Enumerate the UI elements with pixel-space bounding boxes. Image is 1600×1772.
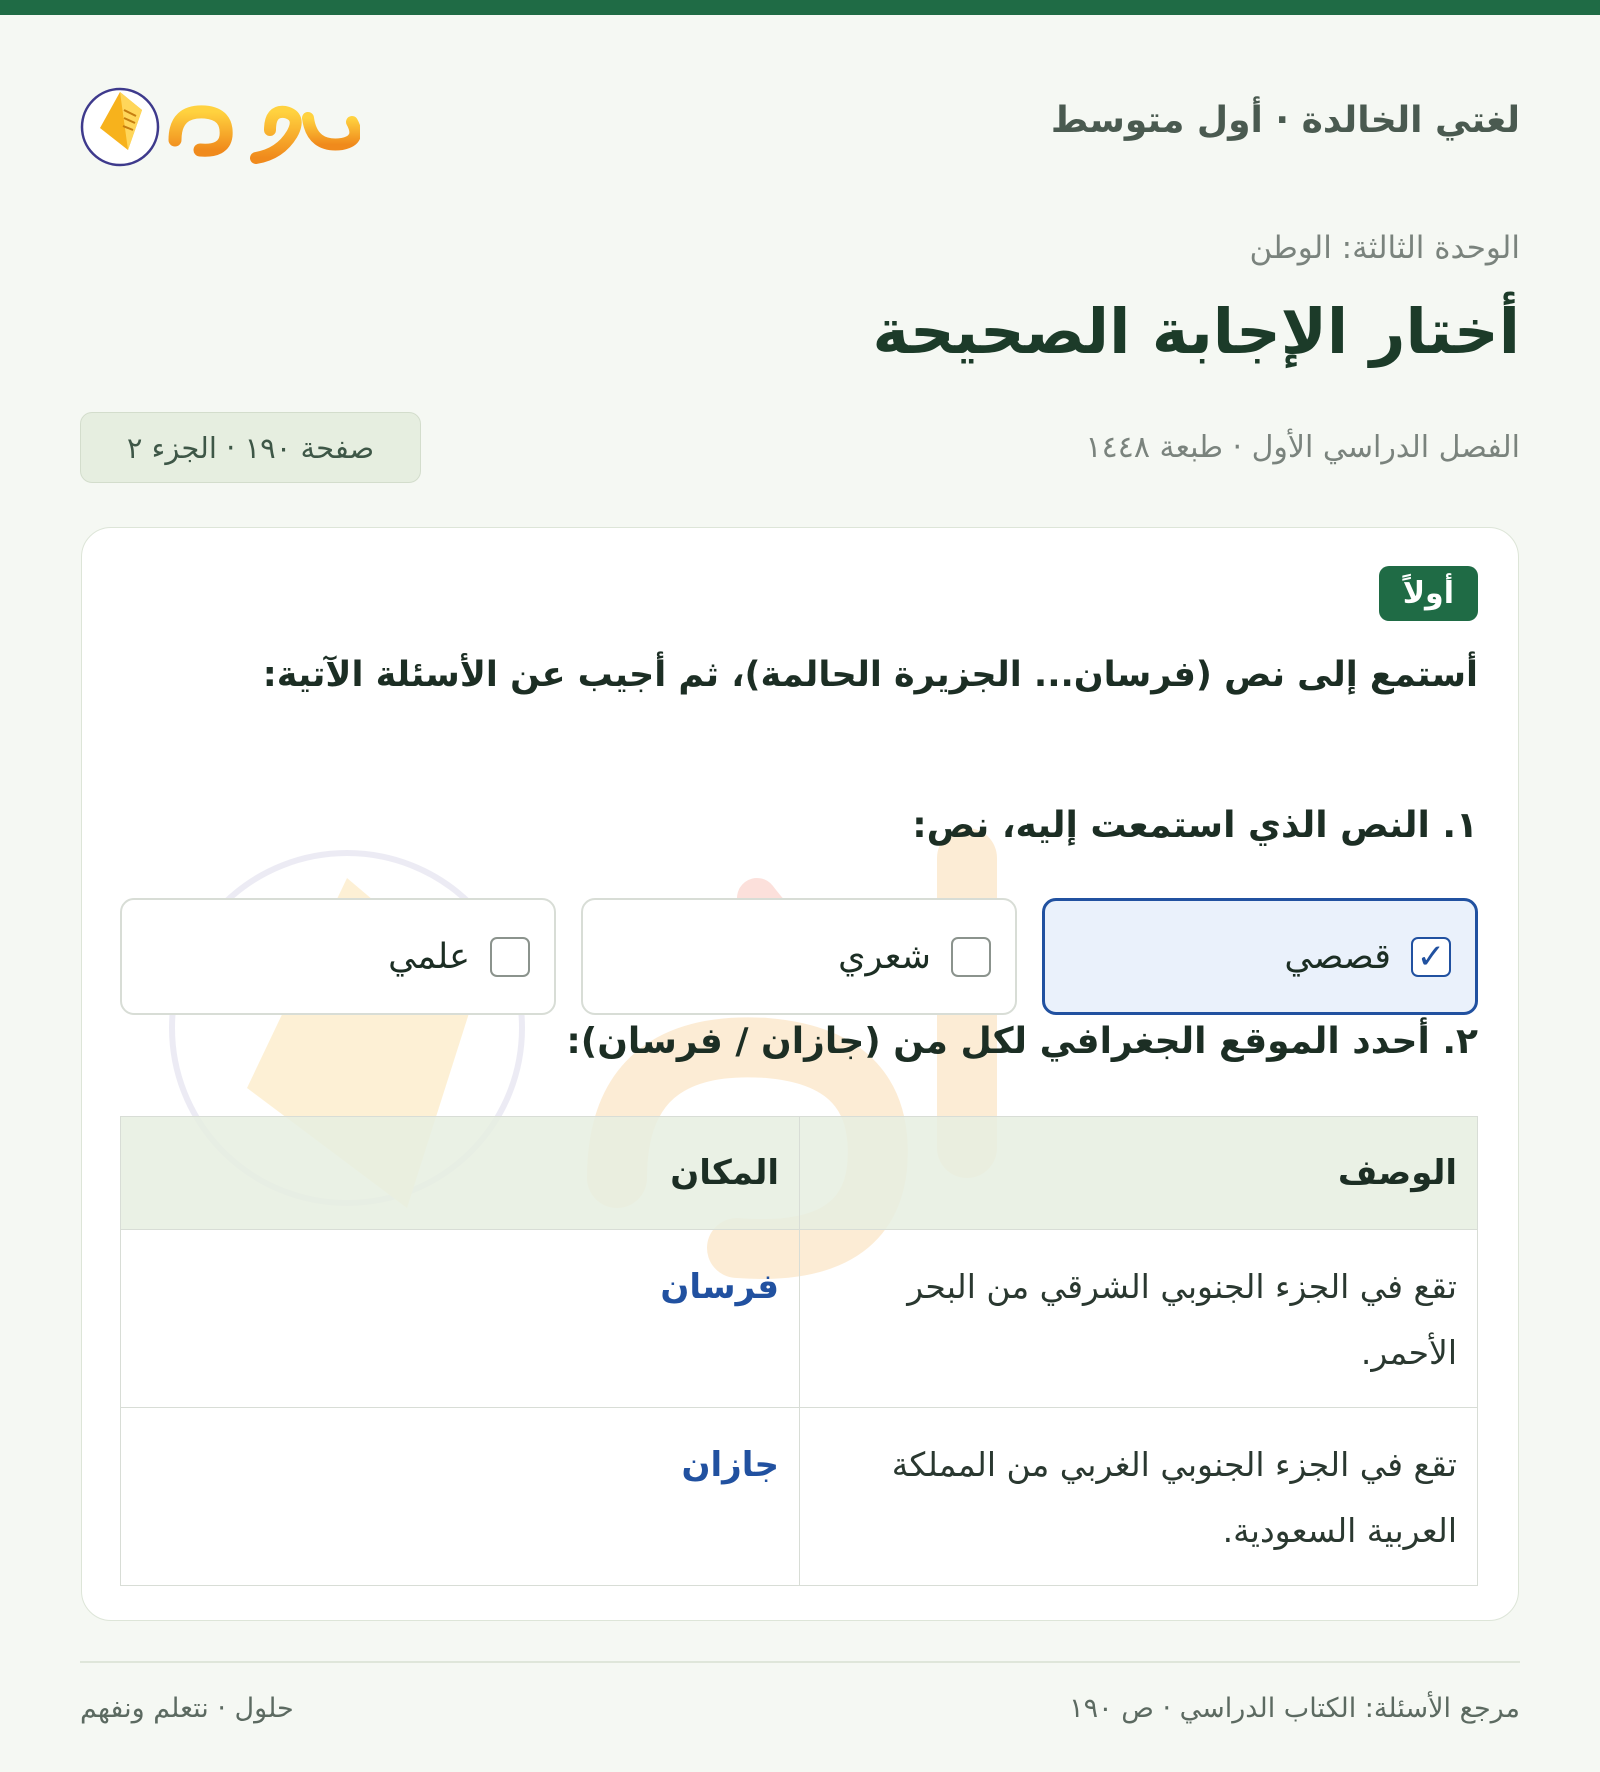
page-title: أختار الإجابة الصحيحة [872, 295, 1520, 368]
unit-label: الوحدة الثالثة: الوطن [1249, 230, 1520, 266]
cell-place: جازان [121, 1408, 800, 1586]
checkbox-empty-icon[interactable] [951, 937, 991, 977]
answer-options [120, 898, 1478, 1015]
cell-place: فرسان [121, 1230, 800, 1408]
checkbox-checked-icon[interactable]: ✓ [1411, 937, 1451, 977]
question-1: ١. النص الذي استمعت إليه، نص: [912, 805, 1478, 846]
checkbox-empty-icon[interactable] [490, 937, 530, 977]
footer-divider [80, 1661, 1520, 1663]
intro-instruction: أستمع إلى نص (فرسان... الجزيرة الحالمة)، ثم أجيب عن الأسئلة الآتية: [262, 655, 1478, 695]
option-label: علمي [388, 936, 470, 977]
top-accent-bar [0, 0, 1600, 15]
option-qasasi[interactable] [1042, 898, 1478, 1015]
header [80, 55, 1520, 195]
column-header-description: الوصف [800, 1117, 1478, 1230]
option-shiri[interactable] [581, 898, 1017, 1015]
option-label: قصصي [1284, 936, 1391, 977]
cell-description: تقع في الجزء الجنوبي الشرقي من البحر الأحمر. [800, 1230, 1478, 1408]
option-label: شعري [838, 936, 931, 977]
question-2: ٢. أحدد الموقع الجغرافي لكل من (جازان / فرسان): [566, 1021, 1478, 1062]
table-row [121, 1230, 1478, 1408]
exercise-card [81, 527, 1519, 1621]
section-badge: أولاً [1379, 566, 1478, 621]
page-badge: صفحة ١٩٠ · الجزء ٢ [80, 412, 421, 483]
column-header-place: المكان [121, 1117, 800, 1230]
hulul-logo[interactable] [80, 70, 360, 180]
meta-row [80, 412, 1520, 484]
footer-reference: مرجع الأسئلة: الكتاب الدراسي · ص ١٩٠ [1069, 1693, 1520, 1724]
table-row [121, 1408, 1478, 1586]
book-title: لغتي الخالدة · أول متوسط [1050, 100, 1520, 141]
table-header-row [121, 1117, 1478, 1230]
location-table [120, 1116, 1478, 1586]
option-ilmi[interactable] [120, 898, 556, 1015]
footer-tagline: حلول · نتعلم ونفهم [80, 1693, 294, 1724]
semester-label: الفصل الدراسي الأول · طبعة ١٤٤٨ [1085, 430, 1520, 465]
cell-description: تقع في الجزء الجنوبي الغربي من المملكة العربية السعودية. [800, 1408, 1478, 1586]
